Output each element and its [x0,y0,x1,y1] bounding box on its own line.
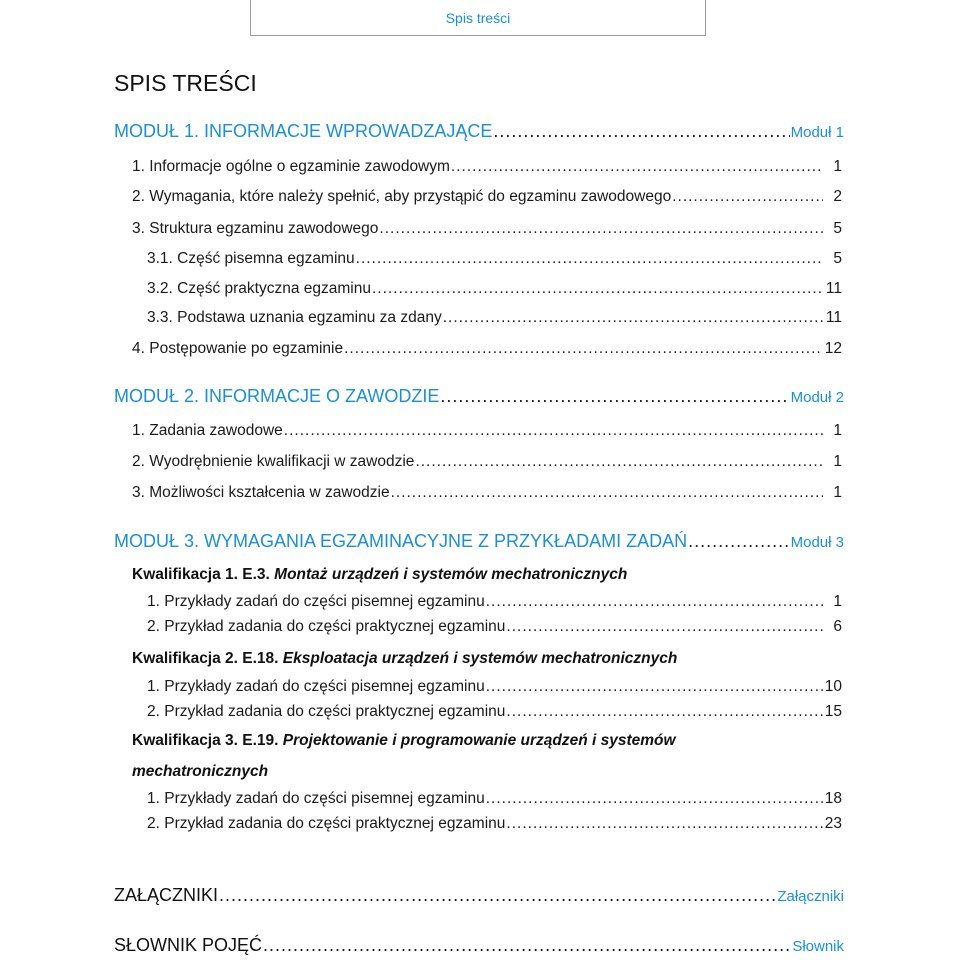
qualification-heading-continued [132,763,268,781]
leader-dots [506,815,823,833]
qualification-title: Montaż urządzeń i systemów mechatronicznych [274,566,628,583]
toc-module-page: Moduł 2 [790,389,844,406]
qualification-heading [132,732,676,750]
toc-entry[interactable] [132,484,842,502]
leader-dots [284,422,823,440]
toc-entry[interactable] [132,422,842,440]
toc-glossary-page: Słownik [792,938,844,955]
leader-dots [486,593,823,611]
toc-module-page: Moduł 3 [790,534,844,551]
page-title: SPIS TREŚCI [114,70,257,96]
toc-entry-page: 15 [824,703,842,720]
toc-entry[interactable] [147,703,842,721]
toc-entry[interactable] [147,678,842,696]
toc-entry-page: 11 [825,280,842,297]
toc-entry[interactable] [147,618,842,636]
leader-dots [493,121,789,142]
toc-entry-label: 1. Informacje ogólne o egzaminie zawodowym [132,158,450,175]
toc-entry-page: 5 [833,220,842,237]
qualification-title: Eksploatacja urządzeń i systemów mechatronicznych [282,650,678,667]
toc-module-label: MODUŁ 3. WYMAGANIA EGZAMINACYJNE Z PRZYKŁADAMI ZADAŃ [114,531,688,551]
toc-glossary[interactable] [114,935,844,956]
toc-module-label: MODUŁ 2. INFORMACJE O ZAWODZIE [114,386,440,406]
leader-dots [379,220,823,238]
qualification-title: Projektowanie i programowanie urządzeń i systemów [282,732,676,749]
toc-entry-page: 2 [833,188,842,205]
leader-dots [486,678,823,696]
leader-dots [451,158,823,176]
qualification-heading [132,650,677,668]
toc-entry-label: 1. Przykłady zadań do części pisemnej egzaminu [147,790,485,807]
toc-entry[interactable] [147,250,842,268]
leader-dots [391,484,823,502]
leader-dots [443,309,823,327]
toc-entry-label: 2. Przykład zadania do części praktycznej egzaminu [147,618,506,635]
toc-entry-page: 1 [833,484,842,501]
toc-entry[interactable] [147,280,842,298]
toc-entry-label: 2. Przykład zadania do części praktycznej egzaminu [147,703,506,720]
toc-entry-page: 5 [833,250,842,267]
toc-entry[interactable] [147,790,842,808]
toc-entry-page: 1 [833,158,842,175]
toc-entry-page: 1 [833,453,842,470]
toc-entry[interactable] [147,593,842,611]
toc-entry-page: 12 [824,340,842,357]
toc-entry-label: 3.3. Podstawa uznania egzaminu za zdany [147,309,442,326]
toc-entry-page: 23 [824,815,842,832]
qualification-prefix: Kwalifikacja 1. E.3. [132,566,270,583]
toc-entry-label: 1. Zadania zawodowe [132,422,283,439]
toc-appendices-page: Załączniki [777,888,844,905]
toc-entry-page: 1 [833,593,842,610]
toc-entry-page: 18 [824,790,842,807]
running-header [250,0,706,36]
leader-dots [440,386,789,407]
leader-dots [506,703,823,721]
toc-appendices-label: ZAŁĄCZNIKI [114,885,219,905]
leader-dots [415,453,823,471]
toc-entry[interactable] [132,220,842,238]
toc-entry[interactable] [132,188,842,206]
toc-entry-label: 1. Przykłady zadań do części pisemnej egzaminu [147,593,485,610]
leader-dots [506,618,823,636]
toc-glossary-label: SŁOWNIK POJĘĆ [114,935,263,955]
toc-entry-label: 3. Struktura egzaminu zawodowego [132,220,379,237]
toc-entry-label: 1. Przykłady zadań do części pisemnej egzaminu [147,678,485,695]
toc-module-3[interactable] [114,531,844,552]
leader-dots [486,790,823,808]
toc-entry-label: 2. Przykład zadania do części praktycznej egzaminu [147,815,506,832]
qualification-prefix: Kwalifikacja 2. E.18. [132,650,279,667]
toc-entry[interactable] [132,453,842,471]
toc-entry[interactable] [132,158,842,176]
toc-appendices[interactable] [114,885,844,906]
toc-module-2[interactable] [114,386,844,407]
qualification-title-line2: mechatronicznych [132,763,269,780]
toc-module-1[interactable] [114,121,844,142]
toc-entry-page: 1 [833,422,842,439]
header-title: Spis treści [445,9,511,26]
toc-entry-label: 4. Postępowanie po egzaminie [132,340,344,357]
toc-entry-label: 2. Wymagania, które należy spełnić, aby przystąpić do egzaminu zawodowego [132,188,672,205]
toc-entry[interactable] [132,340,842,358]
toc-entry[interactable] [147,815,842,833]
leader-dots [263,935,791,956]
toc-entry-page: 10 [824,678,842,695]
leader-dots [372,280,823,298]
toc-entry-label: 2. Wyodrębnienie kwalifikacji w zawodzie [132,453,415,470]
toc-entry-label: 3. Możliwości kształcenia w zawodzie [132,484,390,501]
leader-dots [688,531,790,552]
leader-dots [219,885,776,906]
toc-entry-label: 3.2. Część praktyczna egzaminu [147,280,371,297]
toc-entry[interactable] [147,309,842,327]
qualification-prefix: Kwalifikacja 3. E.19. [132,732,279,749]
qualification-heading [132,566,627,584]
toc-module-label: MODUŁ 1. INFORMACJE WPROWADZAJĄCE [114,121,493,141]
toc-module-page: Moduł 1 [790,124,844,141]
leader-dots [672,188,823,206]
leader-dots [356,250,823,268]
toc-entry-page: 6 [833,618,842,635]
leader-dots [344,340,823,358]
toc-entry-page: 11 [825,309,842,326]
toc-entry-label: 3.1. Część pisemna egzaminu [147,250,355,267]
